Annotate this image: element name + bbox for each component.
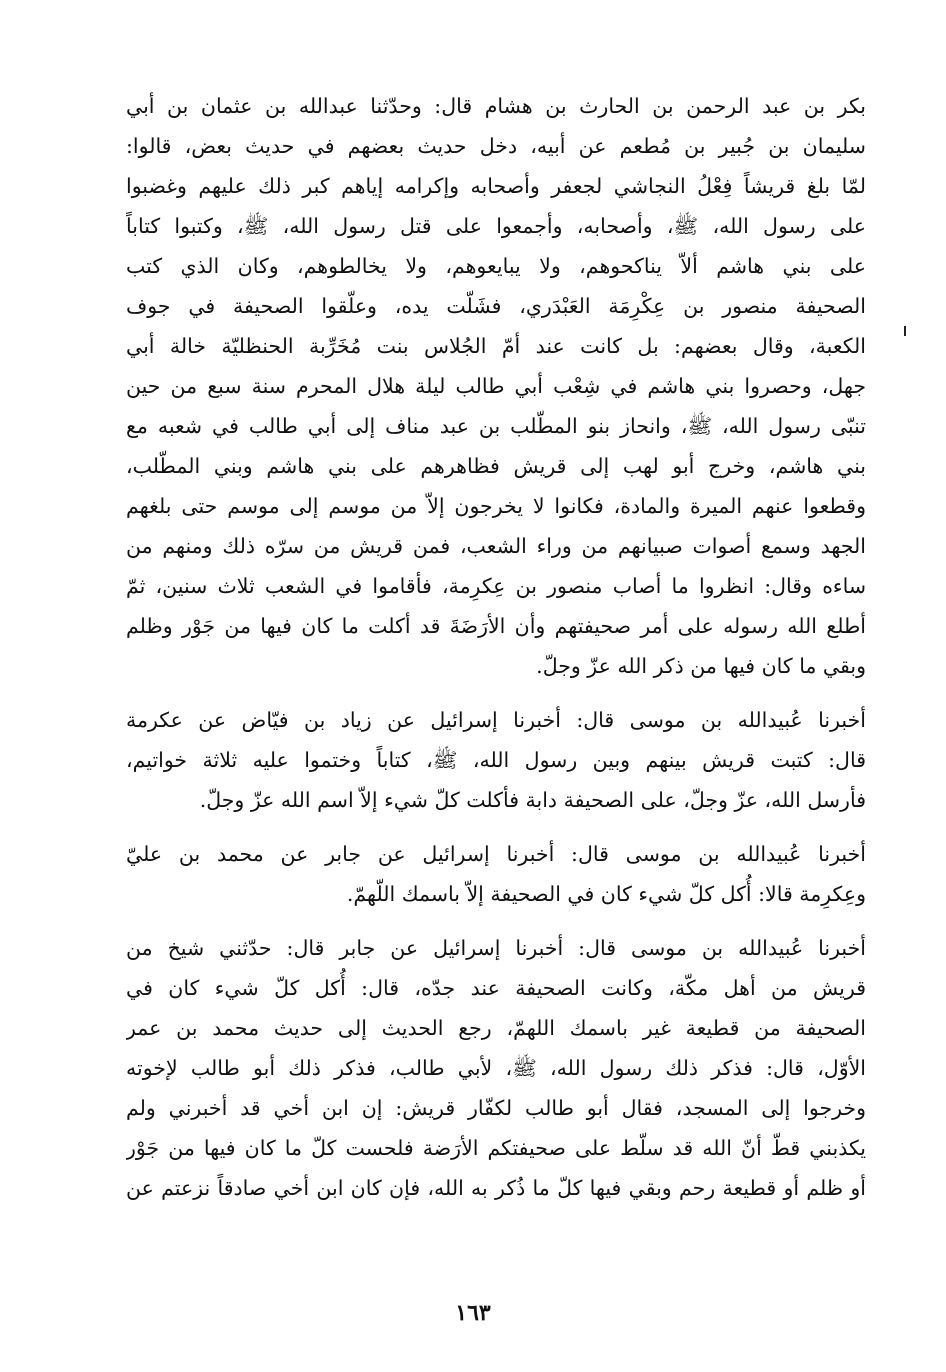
text-line: وقطعوا عنهم الميرة والمادة، فكانوا لا يخرجون إلاّ من موسم إلى موسم حتى بلغهم — [126, 494, 866, 518]
text-line: أخبرنا عُبيدالله بن موسى قال: أخبرنا إسرائيل عن زياد بن فيّاض عن عكرمة — [126, 708, 866, 732]
paragraph-2 — [126, 700, 866, 820]
text-line: قال: كتبت قريش بينهم وبين رسول الله، ﷺ، كتاباً وختموا عليه ثلاثة خواتيم، — [126, 748, 866, 772]
text-line: الصحيفة منصور بن عِكْرِمَة العَبْدَري، فشَلّت يده، وعلّقوا الصحيفة في جوف — [126, 294, 866, 318]
paragraph-gap — [126, 820, 866, 834]
page-number: ١٦٣ — [455, 1300, 491, 1326]
text-line: بكر بن عبد الرحمن بن الحارث بن هشام قال: وحدّثنا عبدالله بن عثمان بن أبي — [126, 94, 866, 118]
text-line: تنبّى رسول الله، ﷺ، وانحاز بنو المطّلب بن عبد مناف إلى أبي طالب في شعبه مع — [126, 414, 866, 438]
text-line: جهل، وحصروا بني هاشم في شِعْب أبي طالب ليلة هلال المحرم سنة سبع من حين — [126, 374, 866, 398]
paragraph-1 — [126, 86, 866, 686]
page-body — [126, 86, 866, 1208]
paragraph-gap — [126, 686, 866, 700]
text-line: الكعبة، وقال بعضهم: بل كانت عند أمّ الجُلاس بنت مُخَرِّبة الحنظليّة خالة أبي — [126, 334, 866, 358]
text-line: على رسول الله، ﷺ، وأصحابه، وأجمعوا على قتل رسول الله، ﷺ، وكتبوا كتاباً — [126, 214, 866, 238]
text-line: سليمان بن جُبير بن مُطعم عن أبيه، دخل حديث بعضهم في حديث بعض، قالوا: — [126, 134, 866, 158]
paragraph-gap — [126, 914, 866, 928]
text-line: الجهد وسمع أصوات صبيانهم من وراء الشعب، فمن قريش من سرّه ذلك ومنهم من — [126, 534, 866, 558]
text-line: لمّا بلغ قريشاً فِعْلُ النجاشي لجعفر وأصحابه وإكرامه إياهم كبر ذلك عليهم وغضبوا — [126, 174, 866, 198]
text-line: ساءه وقال: انظروا ما أصاب منصور بن عِكرِمة، فأقاموا في الشعب ثلاث سنين، ثمّ — [126, 574, 866, 598]
text-line: قريش من أهل مكّة، وكانت الصحيفة عند جدّه، قال: أُكل كلّ شيء كان في — [126, 976, 866, 1000]
text-line: أخبرنا عُبيدالله بن موسى قال: أخبرنا إسرائيل عن جابر قال: حدّثني شيخ من — [126, 936, 866, 960]
margin-mark — [904, 326, 906, 336]
text-line: أخبرنا عُبيدالله بن موسى قال: أخبرنا إسرائيل عن جابر عن محمد بن عليّ — [126, 842, 866, 866]
text-line: أو ظلم أو قطيعة رحم وبقي فيها كلّ ما ذُكر به الله، فإن كان ابن أخي صادقاً نزعتم عن — [126, 1176, 866, 1200]
text-line: يكذبني قطّ أنّ الله قد سلّط على صحيفتكم الأرَضة فلحست كلّ ما كان فيها من جَوْر — [126, 1136, 866, 1160]
text-line: أطلع الله رسوله على أمر صحيفتهم وأن الأرَضَةَ قد أكلت ما كان فيها من جَوْر وظلم — [126, 614, 866, 638]
text-line: وخرجوا إلى المسجد، فقال أبو طالب لكفّار قريش: إن ابن أخي قد أخبرني ولم — [126, 1096, 866, 1120]
text-line: وبقي ما كان فيها من ذكر الله عزّ وجلّ. — [536, 654, 866, 678]
text-line: الصحيفة من قطيعة غير باسمك اللهمّ، رجع الحديث إلى حديث محمد بن عمر — [126, 1016, 866, 1040]
text-line: الأوّل، قال: فذكر ذلك رسول الله، ﷺ، لأبي طالب، فذكر ذلك أبو طالب لإخوته — [126, 1056, 866, 1080]
text-line: فأرسل الله، عزّ وجلّ، على الصحيفة دابة فأكلت كلّ شيء إلاّ اسم الله عزّ وجلّ. — [199, 788, 866, 812]
paragraph-3 — [126, 834, 866, 914]
text-line: وعِكرِمة قالا: أُكل كلّ شيء كان في الصحيفة إلاّ باسمك اللّهمّ. — [346, 882, 866, 906]
text-line: على بني هاشم ألاّ يناكحوهم، ولا يبايعوهم، ولا يخالطوهم، وكان الذي كتب — [126, 254, 866, 278]
paragraph-4 — [126, 928, 866, 1208]
text-line: بني هاشم، وخرج أبو لهب إلى قريش فظاهرهم على بني هاشم وبني المطّلب، — [126, 454, 866, 478]
